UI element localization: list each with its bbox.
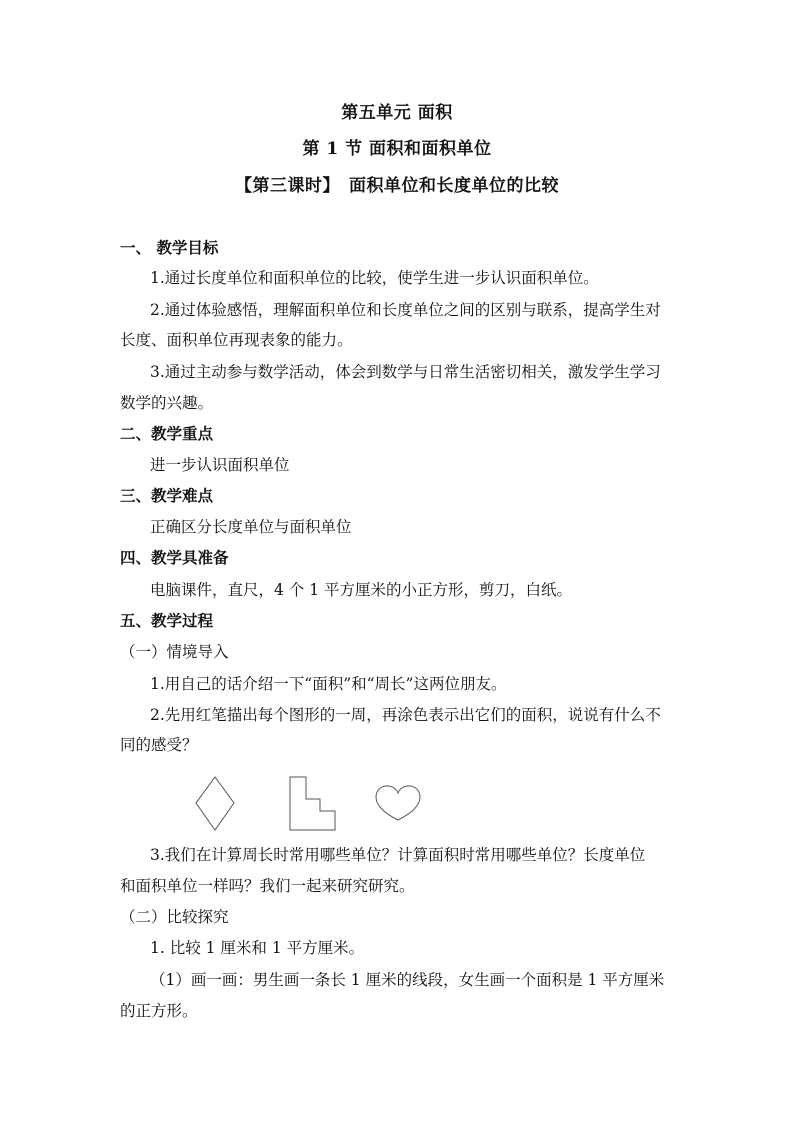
part-1-item-2-line-1: 2.先用红笔描出每个图形的一周，再涂色表示出它们的面积，说说有什么不 bbox=[150, 706, 661, 724]
part-2-heading: （二）比较探究 bbox=[120, 908, 229, 926]
unit-title: 第五单元 面积 bbox=[341, 103, 453, 123]
heart-shape bbox=[376, 786, 420, 820]
goal-1: 1.通过长度单位和面积单位的比较，使学生进一步认识面积单位。 bbox=[150, 269, 599, 287]
staircase-shape bbox=[290, 777, 335, 830]
part-1-item-2-line-2: 同的感受？ bbox=[120, 736, 198, 754]
goal-3-line-1: 3.通过主动参与数学活动，体会到数学与日常生活密切相关，激发学生学习 bbox=[150, 363, 661, 381]
difficulty-heading: 三、教学难点 bbox=[120, 486, 214, 505]
diamond-shape bbox=[196, 777, 234, 830]
goal-2-line-1: 2.通过体验感悟，理解面积单位和长度单位之间的区别与联系，提高学生对 bbox=[150, 301, 661, 319]
part-1-item-1: 1.用自己的话介绍一下“面积”和“周长”这两位朋友。 bbox=[150, 675, 507, 693]
section-title: 第 1 节 面积和面积单位 bbox=[302, 139, 492, 159]
part-1-heading: （一）情境导入 bbox=[120, 643, 229, 661]
goals-heading: 一、 教学目标 bbox=[120, 238, 219, 257]
part-1-item-3-line-1: 3.我们在计算周长时常用哪些单位？计算面积时常用哪些单位？长度单位 bbox=[150, 846, 646, 864]
part-2-item-1a-line-1: （1）画一画：男生画一条长 1 厘米的线段，女生画一个面积是 1 平方厘米 bbox=[150, 971, 665, 989]
tools-heading: 四、教学具准备 bbox=[120, 548, 229, 567]
goal-2-line-2: 长度、面积单位再现表象的能力。 bbox=[120, 331, 353, 349]
shape-figures bbox=[190, 775, 430, 835]
lesson-title: 【第三课时】 面积单位和长度单位的比较 bbox=[235, 176, 559, 196]
goal-3-line-2: 数学的兴趣。 bbox=[120, 394, 214, 412]
part-2-item-1a-line-2: 的正方形。 bbox=[120, 1002, 198, 1020]
key-heading: 二、教学重点 bbox=[120, 424, 214, 443]
part-1-item-3-line-2: 和面积单位一样吗？我们一起来研究研究。 bbox=[120, 877, 415, 895]
key-text: 进一步认识面积单位 bbox=[150, 456, 290, 474]
process-heading: 五、教学过程 bbox=[120, 611, 214, 630]
difficulty-text: 正确区分长度单位与面积单位 bbox=[150, 518, 352, 536]
part-2-item-1: 1. 比较 1 厘米和 1 平方厘米。 bbox=[150, 939, 365, 957]
tools-text: 电脑课件，直尺，4 个 1 平方厘米的小正方形，剪刀，白纸。 bbox=[150, 581, 573, 599]
